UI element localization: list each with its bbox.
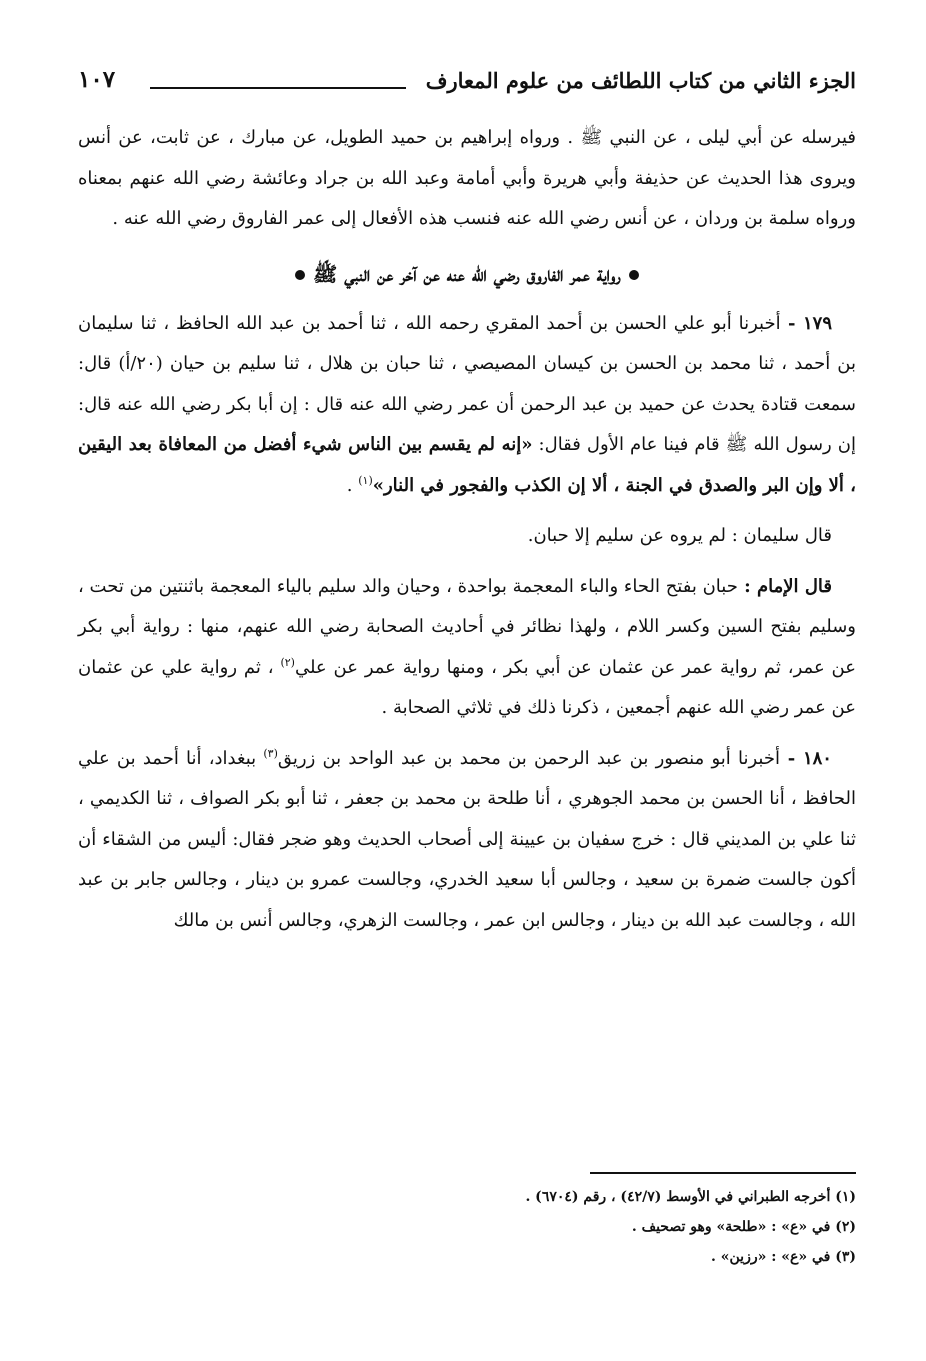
running-title: الجزء الثاني من كتاب اللطائف من علوم المعارف (425, 68, 856, 93)
footnote-ref: (٢) (280, 655, 295, 669)
spacer (78, 506, 856, 516)
page-number: ١٠٧ (78, 66, 116, 93)
sulayman-remark: قال سليمان : لم يروه عن سليم إلا حبان. (527, 525, 832, 546)
header-rule (150, 87, 406, 89)
imam-text: حبان بفتح الحاء والباء المعجمة بواحدة ، وحيان والد سليم بالياء المعجمة باثنتين من تحت ، وسليم بفتح السين وكسر اللام ، ولهذا نظائر في أحاديث الصحابة رضي الله عنهم، منها : رواية أبي بكر عن عمر، ثم رواية عمر عن عثمان عن أبي بكر ، ومنها رواية عمر عن علي (78, 575, 856, 678)
spacer (78, 729, 856, 739)
hadith-isnad-continued: ببغداد، أنا أحمد بن علي الحافظ ، أنا الحسن بن محمد الجوهري ، أنا طلحة بن محمد بن جعفر ، ثنا أبو بكر الصواف ، ثنا الكديمي ، ثنا علي بن المديني قال : خرج سفيان بن عيينة إلى أصحاب الحديث وهو ضجر فقال: أليس من الشقاء أن أكون جالست ضمرة بن سعيد ، وجالس أبا سعيد الخدري، وجالست عمرو بن دينار ، وجالس جابر بن عبد الله ، وجالست عبد الله بن دينار ، وجالس ابن عمر ، وجالست الزهري، وجالس أنس بن مالك (78, 747, 856, 931)
footnote-ref: (١) (358, 473, 373, 487)
hadith-179 (78, 304, 856, 507)
hadith-number: ١٧٩ - (780, 312, 832, 334)
main-text (78, 118, 856, 941)
paragraph-continuation: فيرسله عن أبي ليلى ، عن النبي ﷺ . ورواه إبراهيم بن حميد الطويل، عن مبارك ، عن ثابت، عن أنس ويروى هذا الحديث عن حذيفة وأبي هريرة وأبي أمامة وعبد الله بن جراد وعائشة رضي الله عنهم بمعناه ورواه سلمة بن وردان ، عن أنس رضي الله عنه فنسب هذه الأفعال إلى عمر الفاروق رضي الله عنه . (78, 127, 856, 229)
imam-text-continued: ، ثم رواية علي عن عثمان عن عمر رضي الله عنهم أجمعين ، ذكرنا ذلك في ثلاثي الصحابة . (78, 656, 856, 718)
bullet-icon (629, 270, 639, 280)
footnote-ref: (٣) (263, 746, 278, 760)
section-heading-text: رواية عمر الفاروق رضي الله عنه عن آخر عن النبي ﷺ (313, 261, 621, 286)
hadith-isnad: أخبرنا أبو علي الحسن بن أحمد المقري رحمه الله ، ثنا أحمد بن عبد الله الحافظ ، ثنا سليمان بن أحمد ، ثنا محمد بن الحسن بن كيسان المصيصي ، ثنا حبان بن هلال ، ثنا سليم بن حيان (٢٠/أ) قال: سمعت قتادة يحدث عن حميد بن عبد الرحمن أن عمر رضي الله عنه قال : إن أبا بكر رضي الله عنه قال: إن رسول الله ﷺ قام فينا عام الأول فقال: (78, 312, 857, 455)
hadith-180 (78, 739, 856, 942)
page-header (78, 62, 856, 102)
footnote-1: (١) أخرجه الطبراني في الأوسط (٤٢/٧) ، رقم (٦٧٠٤) . (525, 1189, 856, 1205)
footnote-2: (٢) في «ع» : «طلحة» وهو تصحيف . (631, 1219, 856, 1235)
spacer (78, 557, 856, 567)
hadith-isnad: أخبرنا أبو منصور بن عبد الرحمن بن محمد بن عبد الواحد بن زريق (277, 747, 780, 769)
footnote-3: (٣) في «ع» : «رزين» . (711, 1249, 856, 1265)
bullet-icon (295, 270, 305, 280)
hadith-matn: «إنه لم يقسم بين الناس شيء أفضل من المعافاة بعد اليقين ، ألا وإن البر والصدق في الجنة ، ألا إن الكذب والفجور في النار» (78, 434, 856, 496)
hadith-number: ١٨٠ - (779, 747, 832, 769)
imam-commentary (78, 567, 856, 729)
imam-label: قال الإمام : (737, 575, 832, 597)
section-heading (78, 254, 856, 294)
footnote-rule (590, 1172, 856, 1174)
footnotes (78, 1182, 856, 1272)
sentence-end: . (346, 474, 359, 496)
